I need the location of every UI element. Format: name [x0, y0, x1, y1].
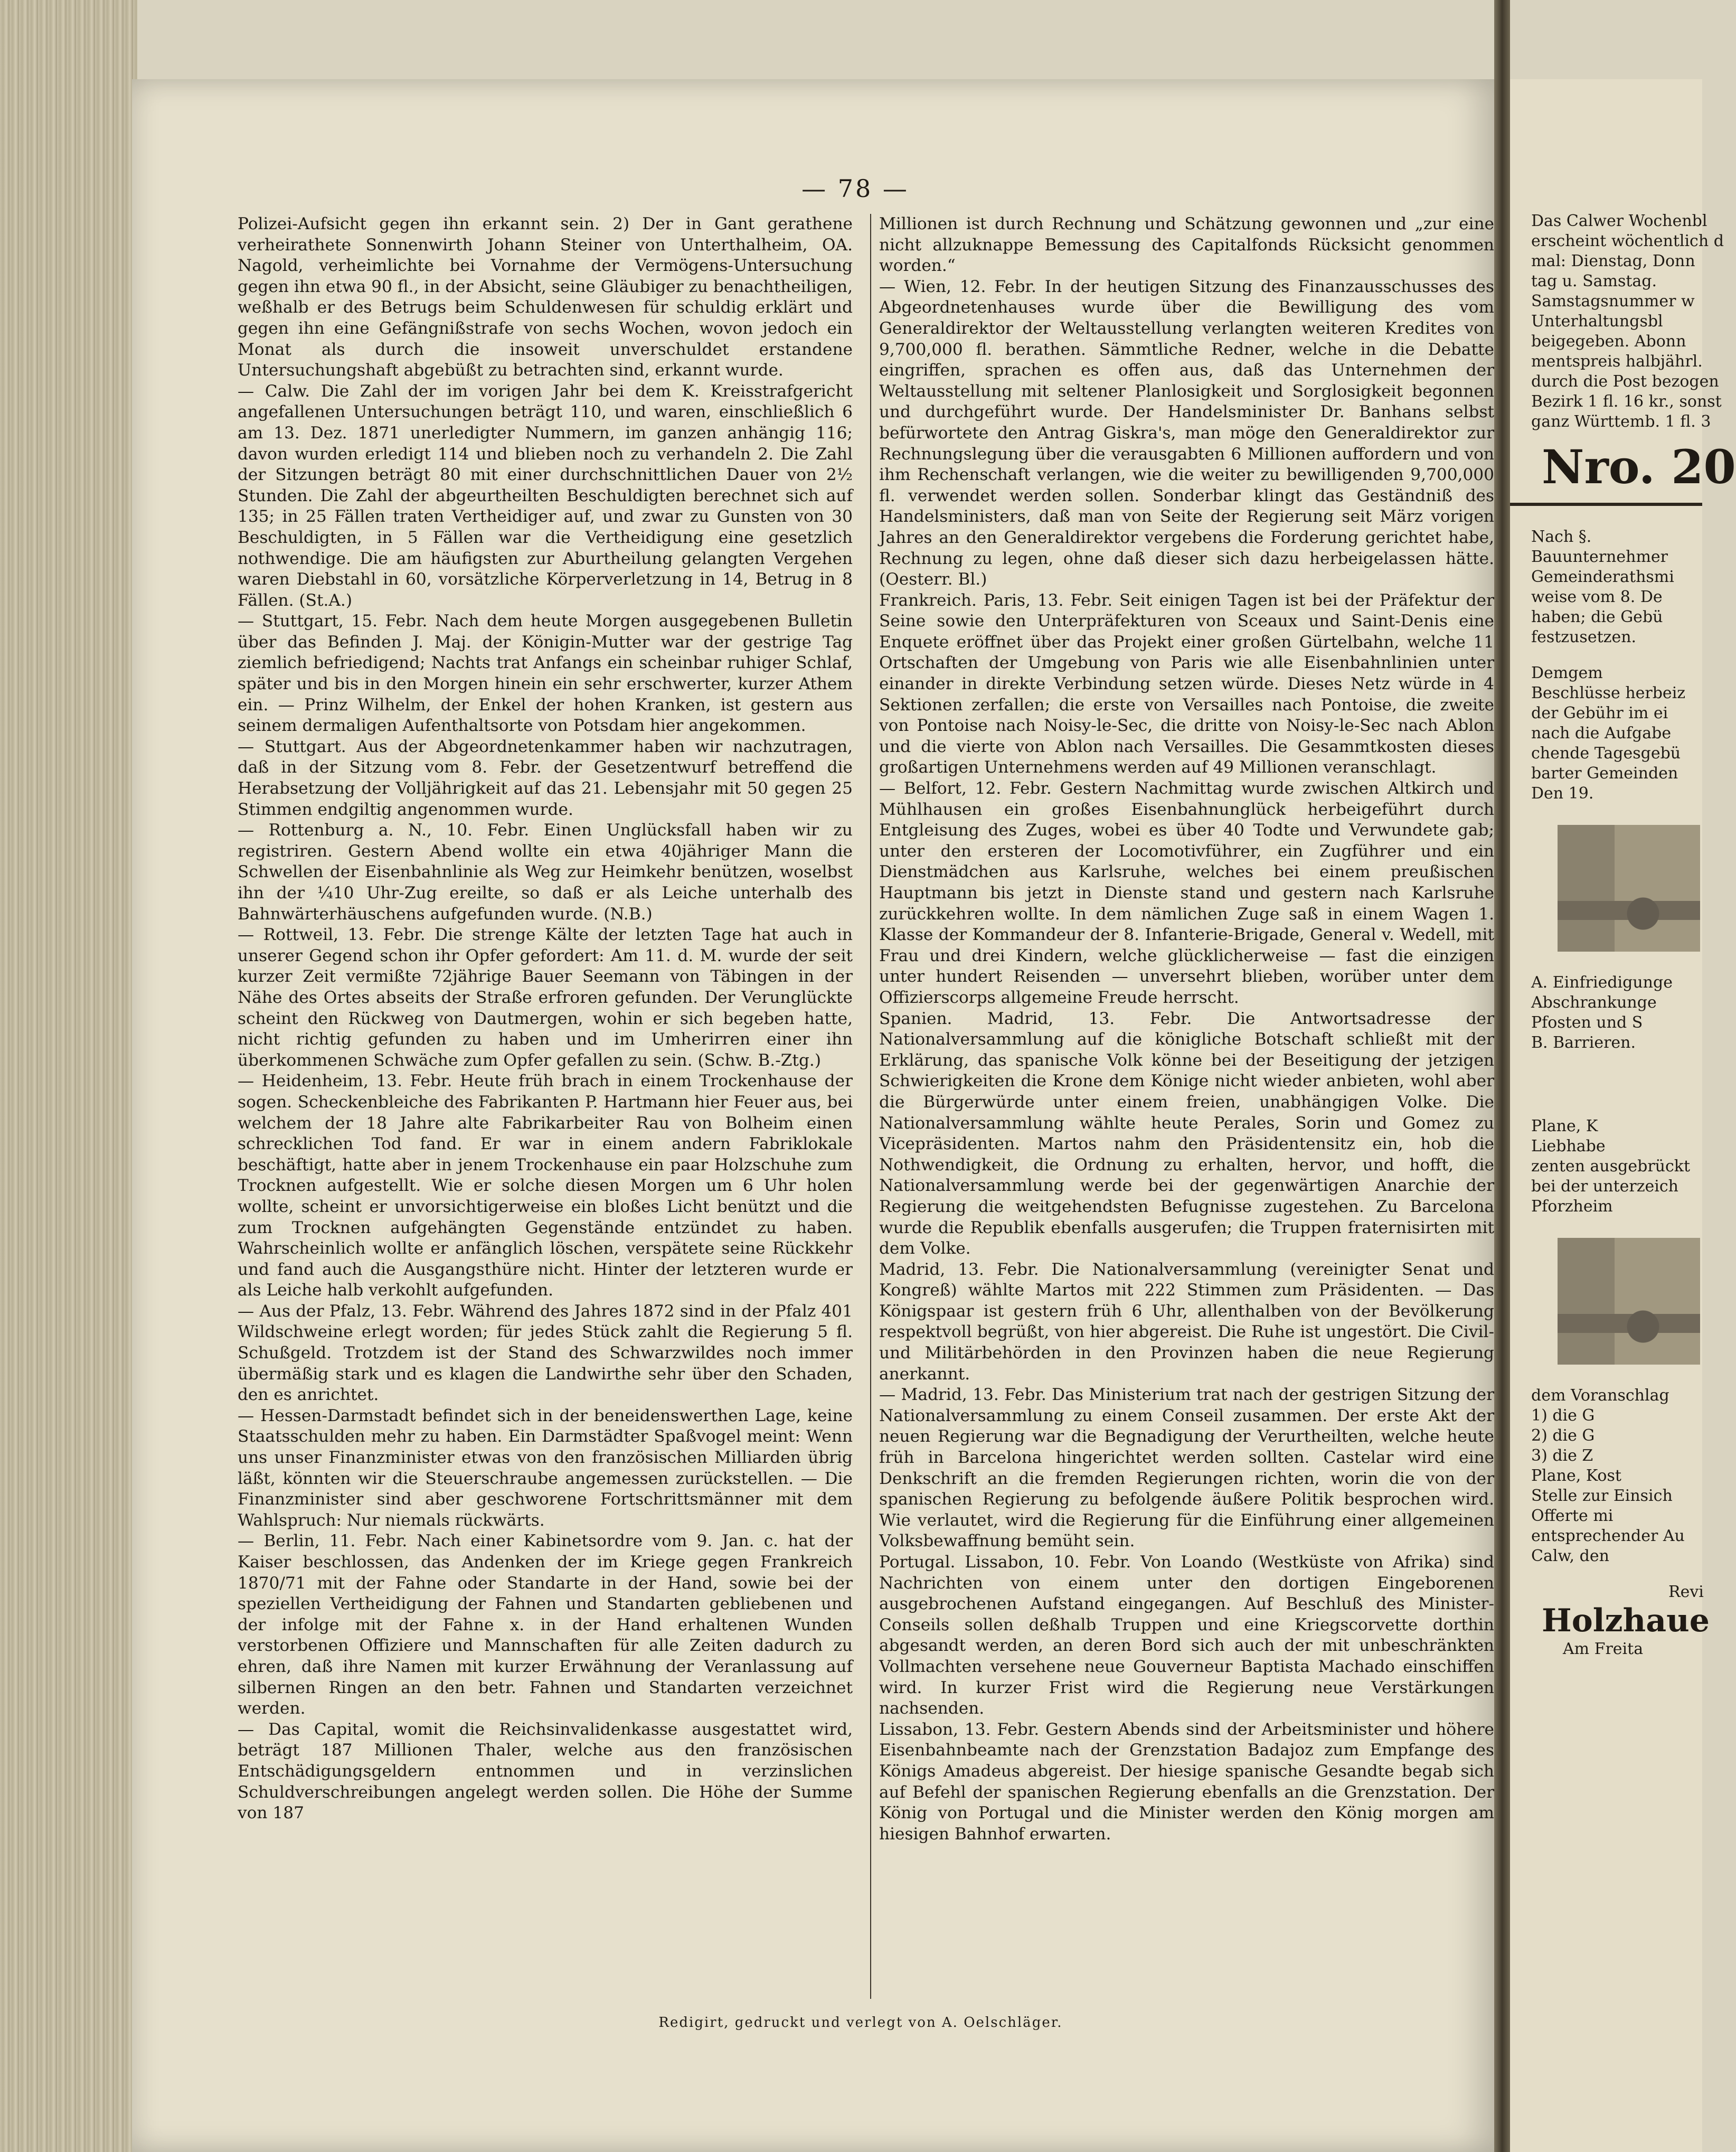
notice-line: nach die Aufgabe [1531, 724, 1672, 743]
header-line: durch die Post bezogen [1531, 372, 1719, 391]
header-line: beigegeben. Abonn [1531, 332, 1686, 351]
masthead-rule [1510, 503, 1702, 506]
notice-block [1510, 527, 1702, 647]
article-paragraph: — Madrid, 13. Febr. Das Ministerium trat nach der gestrigen Sitzung der Nationalversammlung zu einem Conseil zusammen. Der erste Akt der neuen Regierung war die Begnadigung der Verurtheilten, welche heute früh in Barcelona hingerichtet werden sollten. Castelar wird eine Denkschrift an die fremden Regierungen richten, worin die von der spanischen Regierung zu befolgende äußere Politik besprochen wird. Wie verlautet, wird die Regierung für die Einführung einer allgemeinen Volksbewaffnung bemüht sein. [879, 1385, 1494, 1551]
notice-line: chende Tagesgebü [1531, 744, 1681, 763]
locomotive-illustration [1558, 825, 1700, 952]
article-paragraph: — Belfort, 12. Febr. Gestern Nachmittag wurde zwischen Altkirch und Mühlhausen ein großes Eisenbahnunglück herbeigeführt durch Entgleisung des Zuges, wobei es über 40 Todte und Verwundete gab; unter den ersteren der Locomotivführer, ein Zugführer und ein Dienstmädchen aus Karlsruhe, welches bei einem preußischen Hauptmann bis jetzt in Dienste stand und gestern nach Karlsruhe zurückkehren wollte. In dem nämlichen Zuge saß in einem Wagen 1. Klasse der Kommandeur der 8. Infanterie-Brigade, General v. Wedell, mit Frau und drei Kindern, welche glücklicherweise — fast die einzigen unter hundert Reisenden — unversehrt blieben, worüber unter dem Offizierscorps allgemeine Freude herrscht. [879, 779, 1494, 1007]
article-paragraph: — Berlin, 11. Febr. Nach einer Kabinetsordre vom 9. Jan. c. hat der Kaiser beschlossen, das Andenken der im Kriege gegen Frankreich 1870/71 mit der Fahne oder Standarte in der Hand, sowie bei der speziellen Vertheidigung der Fahnen und Standarten gebliebenen und der infolge mit der Fahne x. in der Hand erhaltenen Wunden verstorbenen Offiziere und Mannschaften für alle Zeiten dadurch zu ehren, daß ihre Namen mit kurzer Erwähnung der Veranlassung auf silbernen Ringen an den betr. Fahnen und Standarten verzeichnet werden. [238, 1531, 853, 1718]
header-line: mentspreis halbjährl. [1531, 352, 1703, 371]
article-paragraph: — Heidenheim, 13. Febr. Heute früh brach in einem Trockenhause der sogen. Scheckenbleiche des Fabrikanten P. Hartmann hier Feuer aus, bei welchem der 18 Jahre alte Fabrikarbeiter Rau von Bolheim einen schrecklichen Tod fand. Er war in einem andern Fabriklokale beschäftigt, hatte aber in jenem Trockenhause ein paar Holzschuhe zum Trocknen aufgestellt. Wie er solche diesen Morgen um 6 Uhr holen wollte, scheint er unvorsichtigerweise ein bloßes Licht benützt und die zum Trocknen aufgehängten Gegenstände entzündet zu haben. Wahrscheinlich wollte er anfänglich löschen, verspätete seine Rückkehr und fand auch die Ausgangsthüre nicht. Hinter der letzteren wurde er als Leiche halb verkohlt aufgefunden. [238, 1072, 853, 1300]
header-line: mal: Dienstag, Donn [1531, 252, 1695, 270]
printer-imprint: Redigirt, gedruckt und verlegt von A. Oelschläger. [658, 2015, 1063, 2031]
notice-line: Den 19. [1531, 784, 1594, 803]
notice-line: Revi [1668, 1583, 1704, 1601]
article-paragraph: — Wien, 12. Febr. In der heutigen Sitzung des Finanzausschusses des Abgeordnetenhauses wurde über die Bewilligung des vom Generaldirektor der Weltausstellung verlangten weiteren Kredites von 9,700,000 fl. berathen. Sämmtliche Redner, welche in die Debatte eingriffen, sprachen es offen aus, daß das Unternehmen der Weltausstellung mit seltener Planlosigkeit und Sorglosigkeit begonnen und durchgeführt wurde. Der Handelsminister Dr. Banhans selbst befürwortete den Antrag Giskra's, man möge den Generaldirektor zur Rechnungslegung über die verausgabten 6 Millionen auffordern und von ihm Rechenschaft verlangen, wie die weiter zu bewilligenden 9,700,000 fl. verwendet werden sollen. Sonderbar klingt das Geständniß des Handelsministers, daß man von Seite der Regierung seit März vorigen Jahres an den Generaldirektor vergebens die Forderung gerichtet habe, Rechnung zu legen, ohne daß dieser sich dazu herbeigelassen hätte. (Oesterr. Bl.) [879, 277, 1494, 589]
notice-line: festzusetzen. [1531, 628, 1637, 646]
notice-block [1510, 1116, 1702, 1217]
notice-line: Demgem [1531, 664, 1603, 682]
notice-line: entsprechender Au [1531, 1527, 1685, 1545]
notice-line: haben; die Gebü [1531, 608, 1663, 626]
notice-line: 1) die G [1531, 1406, 1595, 1425]
notice-line: Nach §. [1531, 528, 1592, 546]
article-paragraph: — Rottweil, 13. Febr. Die strenge Kälte der letzten Tage hat auch in unserer Gegend schon ihr Opfer gefordert: Am 11. d. M. wurde der seit kurzer Zeit vermißte 72jährige Bauer Seemann von Täbingen in der Nähe des Ortes abseits der Straße erfroren gefunden. Der Verunglückte scheint den Rückweg von Dautmergen, wohin er sich begeben hatte, nicht richtig gefunden zu haben und im Umherirren einer ihn überkommenen Schwäche zum Opfer gefallen zu sein. (Schw. B.-Ztg.) [238, 925, 853, 1070]
header-line: Samstagsnummer w [1531, 292, 1695, 311]
notice-line: Pforzheim [1531, 1197, 1613, 1216]
header-line: erscheint wöchentlich d [1531, 232, 1724, 250]
notice-line: Pfosten und S [1531, 1013, 1643, 1032]
notice-line: Stelle zur Einsich [1531, 1487, 1673, 1505]
article-paragraph: Millionen ist durch Rechnung und Schätzung gewonnen und „zur eine nicht allzuknappe Bemessung des Capitalfonds Rücksicht genommen worden.“ [879, 214, 1494, 276]
notice-line: Bauunternehmer [1531, 548, 1668, 566]
notice-block [1510, 1386, 1702, 1566]
article-paragraph: Lissabon, 13. Febr. Gestern Abends sind der Arbeitsminister und höhere Eisenbahnbeamte nach der Grenzstation Badajoz zum Empfange des Königs Amadeus abgereist. Der hiesige spanische Gesandte begab sich auf Befehl der spanischen Regierung ebenfalls an die Grenzstation. Der König von Portugal und die Minister werden den König morgen am hiesigen Bahnhof erwarten. [879, 1719, 1494, 1844]
header-line: Bezirk 1 fl. 16 kr., sonst [1531, 392, 1722, 411]
notice-line: Liebhabe [1531, 1137, 1606, 1155]
article-paragraph: — Rottenburg a. N., 10. Febr. Einen Unglücksfall haben wir zu registriren. Gestern Abend wollte ein etwa 40jähriger Mann die Schwellen der Eisenbahnlinie als Weg zur Heimkehr benützen, woselbst ihn der ¼10 Uhr-Zug ereilte, so daß er als Leiche unterhalb des Bahnwärterhäuschens aufgefunden wurde. (N.B.) [238, 821, 853, 924]
adjacent-header [1510, 211, 1724, 432]
notice-line: Plane, Kost [1531, 1467, 1621, 1485]
column-divider [870, 214, 871, 1999]
article-paragraph: — Das Capital, womit die Reichsinvalidenkasse ausgestattet wird, beträgt 187 Millionen Thaler, welche aus den französischen Entschädigungsgeldern entnommen und in verzinslichen Schuldverschreibungen angelegt werden sollen. Die Höhe der Summe von 187 [238, 1719, 853, 1823]
article-paragraph: Portugal. Lissabon, 10. Febr. Von Loando (Westküste von Afrika) sind Nachrichten von einem unter den dortigen Eingeborenen ausgebrochenen Aufstand eingegangen. Auf Beschluß des Minister-Conseils sollen deßhalb Truppen und eine Kriegscorvette dorthin abgesandt werden, an deren Bord sich auch der mit unbeschränkten Vollmachten versehene neue Gouverneur Baptista Machado einschiffen wird. In kurzer Frist wird die Regierung neue Verstärkungen nachsenden. [879, 1553, 1494, 1718]
notice-line: Gemeinderathsmi [1531, 568, 1674, 586]
book-gutter [1494, 0, 1510, 2152]
locomotive-illustration [1558, 1238, 1700, 1365]
notice-line: Plane, K [1531, 1117, 1598, 1135]
header-line: tag u. Samstag. [1531, 272, 1657, 290]
notice-line: bei der unterzeich [1531, 1177, 1678, 1196]
article-paragraph: Spanien. Madrid, 13. Febr. Die Antwortsadresse der Nationalversammlung auf die königliche Botschaft schließt mit der Erklärung, das spanische Volk könne bei der Beseitigung der jetzigen Schwierigkeiten die Krone dem Könige nicht wieder anbieten, wohl aber die Bürgerwürde unter einem freien, unabhängigen Volke. Die Nationalversammlung wählte heute Perales, Sorin und Gomez zu Vicepräsidenten. Martos nahm den Präsidentensitz ein, hob die Nothwendigkeit, die Ordnung zu erhalten, hervor, und hofft, die Nationalversammlung werde bei der gegenwärtigen Anarchie der Regierung die weitgehendsten Befugnisse zugestehen. Zu Barcelona wurde die Republik ebenfalls ausgerufen; die Truppen fraternisirten mit dem Volke. [879, 1009, 1494, 1258]
right-column [879, 214, 1494, 2004]
notice-line: weise vom 8. De [1531, 588, 1663, 606]
notice-line: der Gebühr im ei [1531, 704, 1668, 722]
book-page-edges [0, 0, 137, 2152]
issue-masthead: Nro. 20 [1542, 439, 1736, 494]
article-paragraph: — Hessen-Darmstadt befindet sich in der beneidenswerthen Lage, keine Staatsschulden mehr zu haben. Ein Darmstädter Spaßvogel meint: Wenn uns unser Finanzminister etwas von den französischen Milliarden übrig läßt, könnten wir die Steuerschraube angemessen zurückstellen. — Die Finanzminister sind aber geschworene Fortschrittsmänner mit dem Wahlspruch: Nur niemals rückwärts. [238, 1406, 853, 1530]
article-paragraph: Frankreich. Paris, 13. Febr. Seit einigen Tagen ist bei der Präfektur der Seine sowie den Unterpräfekturen von Sceaux und Saint-Denis eine Enquete eröffnet über das Projekt einer großen Gürtelbahn, welche 11 Ortschaften der Umgebung von Paris wie alle Eisenbahnlinien unter einander in direkte Verbindung setzen würde. Dieses Netz würde in 4 Sektionen zerfallen; die erste von Versailles nach Pontoise, die zweite von Pontoise nach Noisy-le-Sec, die dritte von Noisy-le-Sec nach Ablon und die vierte von Ablon nach Versailles. Die Gesammtkosten dieses großartigen Unternehmens werden auf 49 Millionen veranschlagt. [879, 590, 1494, 777]
article-paragraph: Madrid, 13. Febr. Die Nationalversammlung (vereinigter Senat und Kongreß) wählte Martos mit 222 Stimmen zum Präsidenten. — Das Königspaar ist gestern früh 6 Uhr, allenthalben von der Bevölkerung respektvoll begrüßt, von hier abgereist. Die Ruhe ist ungestört. Die Civil- und Militärbehörden in den Provinzen haben die neue Regierung anerkannt. [879, 1260, 1494, 1384]
adjacent-page [1510, 79, 1736, 2152]
notice-line: 3) die Z [1531, 1446, 1593, 1465]
header-line: ganz Württemb. 1 fl. 3 [1531, 412, 1711, 431]
left-column [238, 214, 853, 2004]
article-paragraph: — Stuttgart, 15. Febr. Nach dem heute Morgen ausgegebenen Bulletin über das Befinden J. Maj. der Königin-Mutter war der gestrige Tag ziemlich befriedigend; Nachts trat Anfangs ein scheinbar ruhiger Schlaf, später und bis in den Morgen hinein ein sehr erschwerter, kurzer Athem ein. — Prinz Wilhelm, der Enkel der hohen Kranken, ist gestern aus seinem dermaligen Aufenthaltsorte von Potsdam hier angekommen. [238, 612, 853, 736]
header-line: Unterhaltungsbl [1531, 312, 1663, 331]
notice-line: Abschrankunge [1531, 993, 1657, 1012]
notice-block [1510, 1582, 1710, 1659]
notice-line: Calw, den [1531, 1547, 1609, 1565]
notice-line: Beschlüsse herbeiz [1531, 684, 1686, 702]
notice-line: barter Gemeinden [1531, 764, 1678, 783]
notice-line: dem Voranschlag [1531, 1386, 1669, 1405]
notice-line: Am Freita [1563, 1640, 1644, 1658]
header-line: Das Calwer Wochenbl [1531, 212, 1707, 230]
notice-line: 2) die G [1531, 1426, 1595, 1445]
page-number: — 78 — [801, 174, 909, 203]
notice-line: zenten ausgebrückt [1531, 1157, 1691, 1176]
article-paragraph: Polizei-Aufsicht gegen ihn erkannt sein. 2) Der in Gant gerathene verheirathete Sonnenwirth Johann Steiner von Unterthalheim, OA. Nagold, verheimlichte bei Vornahme der Vermögens-Untersuchung gegen ihn etwa 90 fl., in der Absicht, seine Gläubiger zu benachtheiligen, weßhalb er des Betrugs beim Schuldenwesen für schuldig erklärt und gegen ihn eine Gefängnißstrafe von sechs Wochen, wovon jedoch ein Monat als durch die insoweit unverschuldet erstandene Untersuchungshaft abgebüßt zu betrachten sind, erkannt wurde. [238, 214, 853, 380]
article-paragraph: — Stuttgart. Aus der Abgeordnetenkammer haben wir nachzutragen, daß in der Sitzung vom 8. Febr. der Gesetzentwurf betreffend die Herabsetzung der Volljährigkeit auf das 21. Lebensjahr mit 50 gegen 25 Stimmen endgiltig angenommen wurde. [238, 737, 853, 819]
notice-block [1510, 663, 1702, 804]
article-paragraph: — Calw. Die Zahl der im vorigen Jahr bei dem K. Kreisstrafgericht angefallenen Untersuchungen beträgt 110, und waren, einschließlich 6 am 13. Dez. 1871 unerledigter Nummern, im ganzen anhängig 116; davon wurden erledigt 114 und blieben noch zu verhandeln 2. Die Zahl der Sitzungen beträgt 80 mit einer durchschnittlichen Dauer von 2½ Stunden. Die Zahl der abgeurtheilten Beschuldigten berechnet sich auf 135; in 25 Fällen traten Vertheidiger auf, und zwar zu Gunsten von 30 Beschuldigten, in 5 Fällen war die Vertheidigung eine gesetzlich nothwendige. Die am häufigsten zur Aburtheilung gelangten Vergehen waren Diebstahl in 60, vorsätzliche Körperverletzung in 14, Betrug in 8 Fällen. (St.A.) [238, 381, 853, 610]
article-paragraph: — Aus der Pfalz, 13. Febr. Während des Jahres 1872 sind in der Pfalz 401 Wildschweine erlegt worden; für jedes Stück zahlt die Regierung 5 fl. Schußgeld. Trotzdem ist der Stand des Schwarzwildes noch immer übermäßig stark und es klagen die Landwirthe sehr über den Schaden, den es anrichtet. [238, 1301, 853, 1405]
notice-line: A. Einfriedigunge [1531, 973, 1673, 992]
notice-block [1510, 973, 1702, 1053]
notice-heading: Holzhaue [1542, 1602, 1710, 1639]
notice-line: Offerte mi [1531, 1507, 1614, 1525]
notice-line: B. Barrieren. [1531, 1033, 1636, 1052]
